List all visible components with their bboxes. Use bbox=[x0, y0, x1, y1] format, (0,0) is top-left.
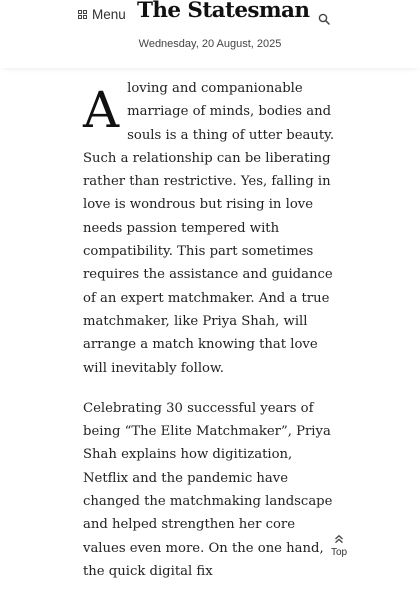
site-logo[interactable]: The Statesman bbox=[137, 0, 310, 23]
grid-icon bbox=[78, 10, 87, 19]
search-button[interactable] bbox=[318, 10, 330, 22]
site-header bbox=[0, 0, 420, 68]
search-icon bbox=[318, 13, 330, 25]
paragraph-text: Celebrating 30 successful years of being “The Elite Matchmaker”, Priya Shah explains how digitization, Netflix and the pandemic have changed the matchmaking landscape and helped strengthen her core values even more. On the one hand, the quick digital fix bbox=[83, 400, 333, 579]
article-body bbox=[83, 77, 339, 600]
menu-button[interactable] bbox=[78, 5, 126, 23]
current-date: Wednesday, 20 August, 2025 bbox=[138, 38, 282, 50]
double-chevron-up-icon bbox=[334, 534, 344, 544]
scroll-to-top-button[interactable] bbox=[326, 534, 352, 559]
article-paragraph bbox=[83, 77, 339, 380]
menu-label: Menu bbox=[92, 6, 126, 22]
paragraph-text: loving and companionable marriage of minds, bodies and souls is a thing of utter beauty. Such a relationship can be liberating rather than restrictive. Yes, falling in love is wondrous but rising in love needs passion tempered with compatibility. This part sometimes requires the assistance and guidance of an expert matchmaker. And a true matchmaker, like Priya Shah, will arrange a match knowing that love will inevitably follow. bbox=[83, 81, 335, 376]
article-paragraph bbox=[83, 397, 339, 583]
scroll-top-label: Top bbox=[330, 547, 348, 558]
drop-cap: A bbox=[83, 81, 120, 139]
